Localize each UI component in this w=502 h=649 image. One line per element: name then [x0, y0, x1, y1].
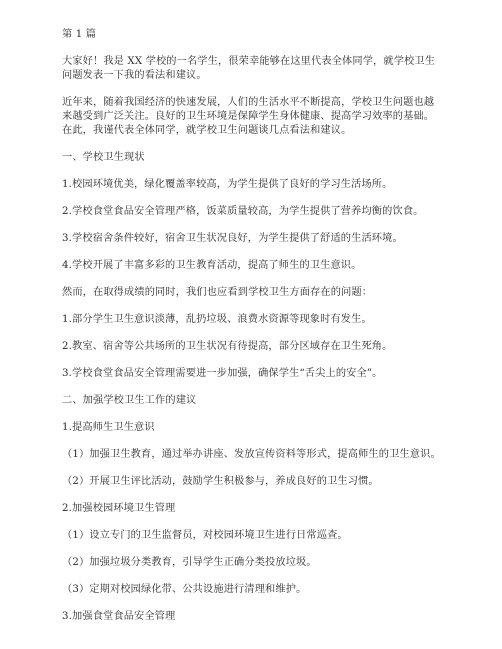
paragraph2-line-1: 近年来，随着我国经济的快速发展，人们的生活水平不断提高，学校卫生问题也越 [62, 97, 435, 108]
suggestion1-title: 1.提高师生卫生意识 [62, 422, 155, 433]
status-item-3: 3.学校宿舍条件较好，宿舍卫生状况良好，为学生提供了舒适的生活环境。 [62, 233, 403, 244]
problem-item-1: 1.部分学生卫生意识淡薄，乱扔垃圾、浪费水资源等现象时有发生。 [62, 314, 372, 325]
intro-line-1: 大家好！我是 XX 学校的一名学生，很荣幸能够在这里代表全体同学，就学校卫生 [62, 56, 436, 67]
status-item-1: 1.校园环境优美，绿化覆盖率较高，为学生提供了良好的学习生活场所。 [62, 179, 393, 190]
status-item-2: 2.学校食堂食品安全管理严格，饭菜质量较高，为学生提供了营养均衡的饮食。 [62, 206, 424, 217]
transition-text: 然而，在取得成绩的同时，我们也应看到学校卫生方面存在的问题： [62, 287, 373, 298]
suggestion2-title: 2.加强校园环境卫生管理 [62, 503, 176, 514]
suggestion2-item-c: （3）定期对校园绿化带、公共设施进行清理和维护。 [62, 584, 307, 595]
suggestion1-item-b: （2）开展卫生评比活动，鼓励学生积极参与，养成良好的卫生习惯。 [62, 476, 379, 487]
problem-item-2: 2.教室、宿舍等公共场所的卫生状况有待提高，部分区域存在卫生死角。 [62, 341, 393, 352]
problem-item-3: 3.学校食堂食品安全管理需要进一步加强，确保学生“舌尖上的安全”。 [62, 368, 383, 379]
suggestion3-title: 3.加强食堂食品安全管理 [62, 611, 176, 622]
suggestion1-item-a: （1）加强卫生教育，通过举办讲座、发放宣传资料等形式，提高师生的卫生意识。 [62, 449, 441, 460]
section2-title: 二、加强学校卫生工作的建议 [62, 395, 197, 406]
paragraph2-line-3: 在此，我谨代表全体同学，就学校卫生问题谈几点看法和建议。 [62, 125, 352, 136]
document-heading: 第 1 篇 [62, 29, 97, 40]
suggestion2-item-b: （2）加强垃圾分类教育，引导学生正确分类投放垃圾。 [62, 557, 317, 568]
intro-line-2: 问题发表一下我的看法和建议。 [62, 70, 207, 81]
section1-title: 一、学校卫生现状 [62, 152, 145, 163]
paragraph2-line-2: 来越受到广泛关注。良好的卫生环境是保障学生身体健康、提高学习效率的基础。 [62, 111, 435, 122]
suggestion2-item-a: （1）设立专门的卫生监督员，对校园环境卫生进行日常巡查。 [62, 530, 348, 541]
status-item-4: 4.学校开展了丰富多彩的卫生教育活动，提高了师生的卫生意识。 [62, 260, 362, 271]
